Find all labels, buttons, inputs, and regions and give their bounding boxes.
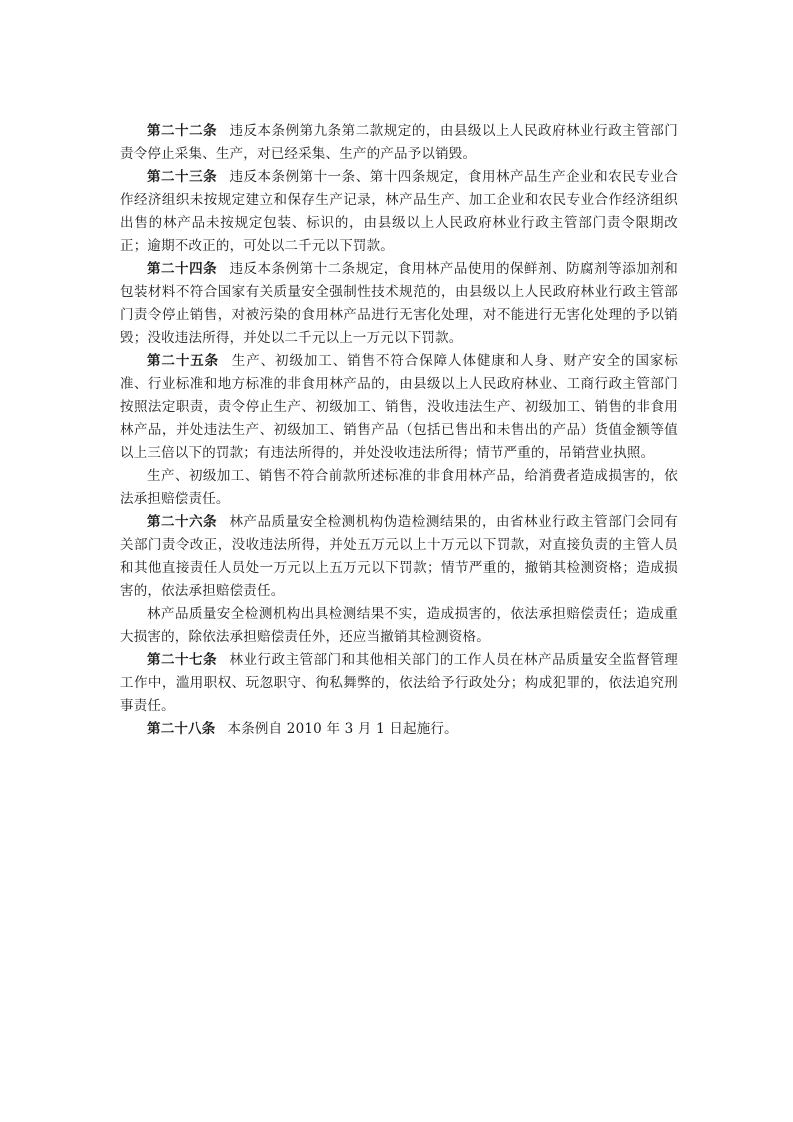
article-number: 第二十四条 xyxy=(147,261,218,277)
clause-text: 林产品质量安全检测机构出具检测结果不实，造成损害的，依法承担赔偿责任；造成重大损害的，除依法承担赔偿责任外，还应当撤销其检测资格。 xyxy=(120,606,678,645)
article-number: 第二十七条 xyxy=(147,652,218,668)
article-25-second-clause xyxy=(120,465,678,511)
article-text: 林业行政主管部门和其他相关部门的工作人员在林产品质量安全监督管理工作中，滥用职权、玩忽职守、徇私舞弊的，依法给予行政处分；构成犯罪的，依法追究刑事责任。 xyxy=(120,652,678,714)
article-27-paragraph xyxy=(120,649,678,718)
article-text: 林产品质量安全检测机构伪造检测结果的，由省林业行政主管部门会同有关部门责令改正，没收违法所得，并处五万元以上十万元以下罚款，对直接负责的主管人员和其他直接责任人员处一万元以上五万元以下罚款；情节严重的，撤销其检测资格；造成损害的，依法承担赔偿责任。 xyxy=(120,514,678,599)
article-text: 违反本条例第十二条规定，食用林产品使用的保鲜剂、防腐剂等添加剂和包装材料不符合国家有关质量安全强制性技术规范的，由县级以上人民政府林业行政主管部门责令停止销售，对被污染的食用林产品进行无害化处理，对不能进行无害化处理的予以销毁；没收违法所得，并处以二千元以上一万元以下罚款。 xyxy=(120,261,678,346)
article-25-paragraph xyxy=(120,350,678,465)
article-number: 第二十八条 xyxy=(147,721,216,737)
article-26-paragraph xyxy=(120,511,678,603)
document-body xyxy=(120,120,678,741)
article-number: 第二十六条 xyxy=(147,514,218,530)
article-number: 第二十五条 xyxy=(147,353,220,369)
article-26-second-clause xyxy=(120,603,678,649)
article-text: 生产、初级加工、销售不符合保障人体健康和人身、财产安全的国家标准、行业标准和地方标准的非食用林产品的，由县级以上人民政府林业、工商行政主管部门按照法定职责，责令停止生产、初级加工、销售，没收违法生产、初级加工、销售的非食用林产品，并处违法生产、初级加工、销售产品（包括已售出和未售出的产品）货值金额等值以上三倍以下的罚款；有违法所得的，并处没收违法所得；情节严重的，吊销营业执照。 xyxy=(120,353,679,461)
article-22-paragraph xyxy=(120,120,678,166)
article-23-paragraph xyxy=(120,166,678,258)
article-28-paragraph xyxy=(120,718,678,741)
article-number: 第二十二条 xyxy=(147,123,218,139)
article-text: 本条例自 2010 年 3 月 1 日起施行。 xyxy=(227,721,458,737)
article-number: 第二十三条 xyxy=(147,169,218,185)
article-text: 违反本条例第十一条、第十四条规定，食用林产品生产企业和农民专业合作经济组织未按规定建立和保存生产记录，林产品生产、加工企业和农民专业合作经济组织出售的林产品未按规定包装、标识的，由县级以上人民政府林业行政主管部门责令限期改正；逾期不改正的，可处以二千元以下罚款。 xyxy=(120,169,678,254)
clause-text: 生产、初级加工、销售不符合前款所述标准的非食用林产品，给消费者造成损害的，依法承担赔偿责任。 xyxy=(120,468,678,507)
article-24-paragraph xyxy=(120,258,678,350)
article-text: 违反本条例第九条第二款规定的，由县级以上人民政府林业行政主管部门责令停止采集、生产，对已经采集、生产的产品予以销毁。 xyxy=(120,123,678,162)
